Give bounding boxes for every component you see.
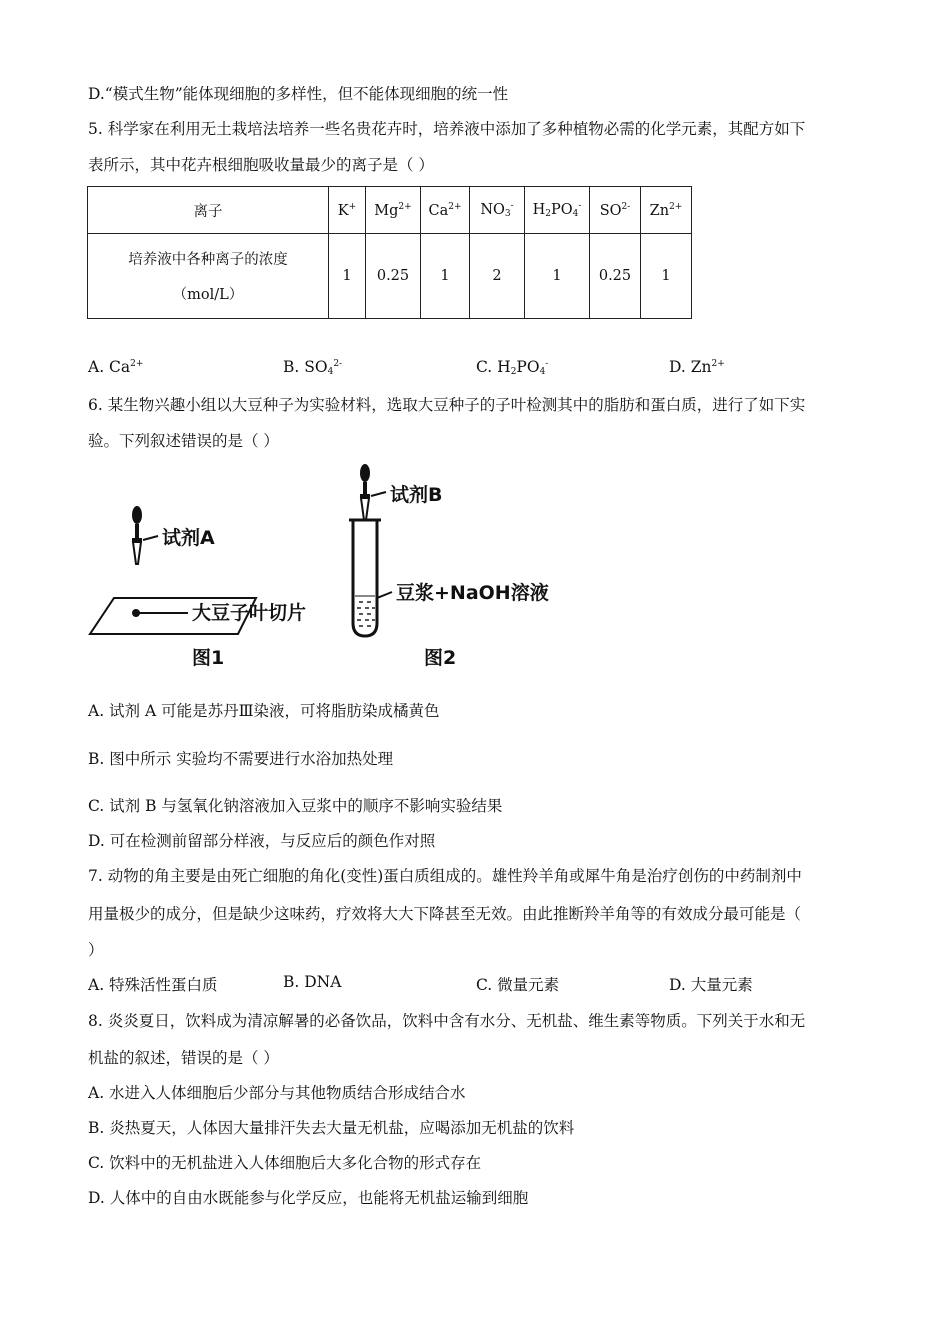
q5-stem-line1: 5. 科学家在利用无土栽培法培养一些名贵花卉时，培养液中添加了多种植物必需的化学元素，其配方如下 <box>88 120 806 138</box>
q7-stem-line3: ） <box>88 941 104 959</box>
q6-option-c: C. 试剂 B 与氢氧化钠溶液加入豆浆中的顺序不影响实验结果 <box>88 797 503 815</box>
ion-ca: $Ca^{2+}$ <box>421 187 470 234</box>
fig1-label: 图1 <box>192 647 225 669</box>
q6-stem-line2: 验。下列叙述错误的是（ ） <box>88 432 279 450</box>
test-tube-icon <box>349 520 381 636</box>
row-label-line1: 培养液中各种离子的浓度 <box>128 252 288 268</box>
q4-option-d: D.“模式生物”能体现细胞的多样性，但不能体现细胞的统一性 <box>88 85 509 103</box>
q8-option-d: D. 人体中的自由水既能参与化学反应，也能将无机盐运输到细胞 <box>88 1189 529 1207</box>
fig2-label: 图2 <box>424 647 457 669</box>
solution-label: 豆浆+NaOH溶液 <box>396 582 549 604</box>
q5-option-b: B. $SO_4^{2-}$ <box>283 358 343 377</box>
q6-option-b: B. 图中所示 实验均不需要进行水浴加热处理 <box>88 750 394 768</box>
row-label-line2: （mol/L） <box>172 287 244 303</box>
q6-option-d: D. 可在检测前留部分样液，与反应后的颜色作对照 <box>88 832 436 850</box>
table-cell: 1 <box>329 234 366 319</box>
q7-option-d: D. 大量元素 <box>669 976 753 994</box>
table-cell: 2 <box>470 234 525 319</box>
q7-stem-line1: 7. 动物的角主要是由死亡细胞的角化(变性)蛋白质组成的。雄性羚羊角或犀牛角是治疗创伤的中药制剂中 <box>88 867 802 885</box>
table-cell: 0.25 <box>366 234 421 319</box>
leaf-slice-label: 大豆子叶切片 <box>192 602 307 624</box>
q7-option-c: C. 微量元素 <box>476 976 560 994</box>
q6-option-a: A. 试剂 A 可能是苏丹Ⅲ染液，可将脂肪染成橘黄色 <box>88 702 440 720</box>
ion-k: K+ <box>329 187 366 234</box>
table-cell: 1 <box>421 234 470 319</box>
q7-option-a: A. 特殊活性蛋白质 <box>88 976 218 994</box>
table-header-label: 离子 <box>88 187 329 234</box>
table-cell: 1 <box>525 234 590 319</box>
table-row-label <box>88 234 329 319</box>
ion-h2po4: $H_2PO_4^-$ <box>525 187 590 234</box>
reagent-a-label: 试剂A <box>162 527 215 549</box>
table-cell: 1 <box>641 234 692 319</box>
ion-so: $SO^{2-}$ <box>590 187 641 234</box>
q8-option-b: B. 炎热夏天，人体因大量排汗失去大量无机盐，应喝添加无机盐的饮料 <box>88 1119 575 1137</box>
dropper-b-icon <box>360 464 370 520</box>
q8-stem-line2: 机盐的叙述，错误的是（ ） <box>88 1049 279 1067</box>
ion-concentration-table <box>87 186 692 319</box>
reagent-b-label: 试剂B <box>390 484 443 506</box>
ion-zn: $Zn^{2+}$ <box>641 187 692 234</box>
ion-no3: $NO_3^-$ <box>470 187 525 234</box>
q7-stem-line2: 用量极少的成分，但是缺少这味药，疗效将大大下降甚至无效。由此推断羚羊角等的有效成分最可能是（ <box>88 905 802 923</box>
q5-option-a: A. $Ca^{2+}$ <box>88 358 144 376</box>
q6-stem-line1: 6. 某生物兴趣小组以大豆种子为实验材料，选取大豆种子的子叶检测其中的脂肪和蛋白质，进行了如下实 <box>88 396 806 414</box>
q5-option-c: C. $H_2PO_4^-$ <box>476 358 549 377</box>
table-cell: 0.25 <box>590 234 641 319</box>
q5-option-d: D. $Zn^{2+}$ <box>669 358 725 376</box>
q8-stem-line1: 8. 炎炎夏日，饮料成为清凉解暑的必备饮品，饮料中含有水分、无机盐、维生素等物质。下列关于水和无 <box>88 1012 806 1030</box>
q7-option-b: B. DNA <box>283 973 342 991</box>
experiment-figure <box>80 458 580 673</box>
q8-option-c: C. 饮料中的无机盐进入人体细胞后大多化合物的形式存在 <box>88 1154 482 1172</box>
q8-option-a: A. 水进入人体细胞后少部分与其他物质结合形成结合水 <box>88 1084 466 1102</box>
q5-stem-line2: 表所示，其中花卉根细胞吸收量最少的离子是（ ） <box>88 156 434 174</box>
ion-mg: $Mg^{2+}$ <box>366 187 421 234</box>
dropper-a-icon <box>132 506 142 564</box>
